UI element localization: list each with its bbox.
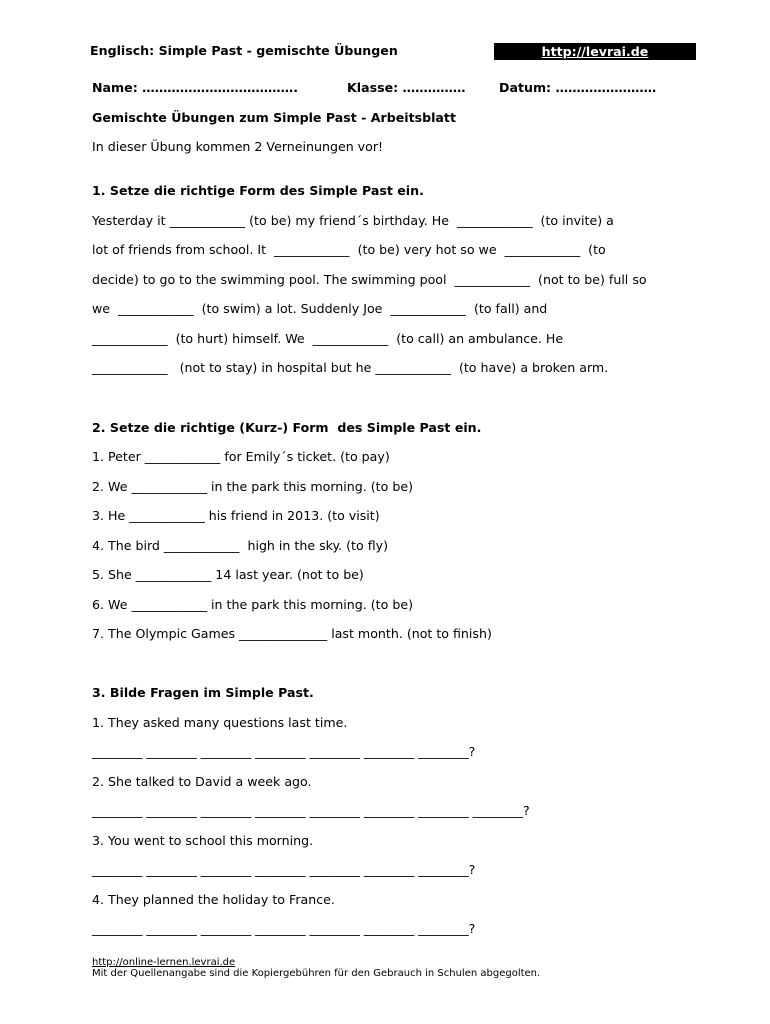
exercise2-item: 6. We ____________ in the park this morning. (to be)	[92, 597, 413, 612]
header-url-link[interactable]: http://levrai.de	[494, 43, 696, 60]
exercise3-answer-line: ________ ________ ________ ________ ________ ________ ________?	[92, 921, 476, 936]
exercise2-item: 2. We ____________ in the park this morning. (to be)	[92, 479, 413, 494]
date-field: Datum: ……………………	[499, 80, 657, 95]
exercise3-sentence: 2. She talked to David a week ago.	[92, 774, 312, 789]
exercise3-sentence: 1. They asked many questions last time.	[92, 715, 348, 730]
footer-url-link[interactable]: http://online-lernen.levrai.de	[92, 957, 236, 968]
intro-note: In dieser Übung kommen 2 Verneinungen vor!	[92, 139, 384, 154]
exercise3-answer-line: ________ ________ ________ ________ ________ ________ ________?	[92, 862, 476, 877]
exercise3-sentence: 4. They planned the holiday to France.	[92, 892, 335, 907]
exercise1-line: Yesterday it ____________ (to be) my friend´s birthday. He ____________ (to invite) a	[92, 213, 614, 228]
exercise2-item: 1. Peter ____________ for Emily´s ticket. (to pay)	[92, 449, 390, 464]
page-title: Englisch: Simple Past - gemischte Übungen	[90, 43, 398, 58]
exercise3-answer-line: ________ ________ ________ ________ ________ ________ ________ ________?	[92, 803, 530, 818]
exercise1-line: ____________ (not to stay) in hospital but he ____________ (to have) a broken arm.	[92, 360, 609, 375]
exercise2-item: 7. The Olympic Games ______________ last month. (not to finish)	[92, 626, 492, 641]
exercise1-line: ____________ (to hurt) himself. We ____________ (to call) an ambulance. He	[92, 331, 564, 346]
exercise1-line: lot of friends from school. It ____________ (to be) very hot so we ____________ (to	[92, 242, 606, 257]
exercise3-answer-line: ________ ________ ________ ________ ________ ________ ________?	[92, 744, 476, 759]
exercise2-item: 3. He ____________ his friend in 2013. (to visit)	[92, 508, 380, 523]
name-field: Name: ……………………………….	[92, 80, 299, 95]
exercise2-item: 5. She ____________ 14 last year. (not to be)	[92, 567, 364, 582]
exercise1-line: we ____________ (to swim) a lot. Suddenly Joe ____________ (to fall) and	[92, 301, 548, 316]
exercise2-item: 4. The bird ____________ high in the sky. (to fly)	[92, 538, 389, 553]
exercise1-line: decide) to go to the swimming pool. The swimming pool ____________ (not to be) full so	[92, 272, 647, 287]
worksheet-heading: Gemischte Übungen zum Simple Past - Arbeitsblatt	[92, 110, 456, 125]
exercise3-heading: 3. Bilde Fragen im Simple Past.	[92, 685, 314, 700]
footer-note: Mit der Quellenangabe sind die Kopiergebühren für den Gebrauch in Schulen abgegolten.	[92, 968, 541, 979]
exercise2-heading: 2. Setze die richtige (Kurz-) Form des Simple Past ein.	[92, 420, 482, 435]
exercise3-sentence: 3. You went to school this morning.	[92, 833, 314, 848]
class-field: Klasse: ……………	[347, 80, 466, 95]
exercise1-heading: 1. Setze die richtige Form des Simple Past ein.	[92, 183, 424, 198]
